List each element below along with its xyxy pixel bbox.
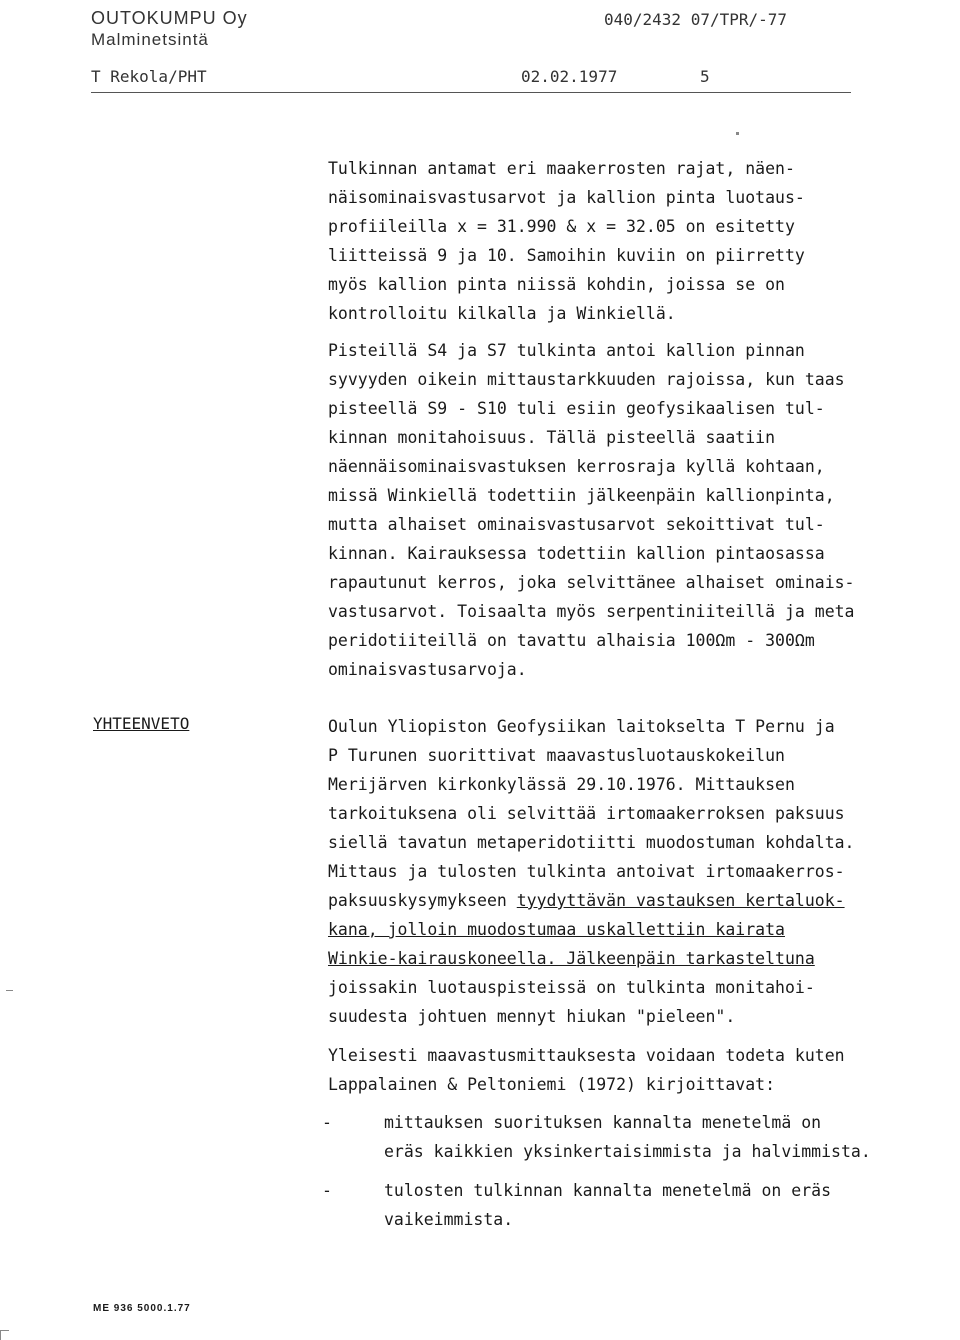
text-line: eräs kaikkien yksinkertaisimmista ja halvimmista. [384,1142,871,1161]
text-line: profiileilla x = 31.990 & x = 32.05 on esitetty [328,217,795,236]
text-line: ominaisvastusarvoja. [328,660,527,679]
paragraph-points [328,336,953,684]
text-line: myös kallion pinta niissä kohdin, joissa se on [328,275,785,294]
text-line: P Turunen suorittivat maavastusluotauskokeilun [328,746,785,765]
text-line: pisteellä S9 - S10 tuli esiin geofysikaalisen tul- [328,399,825,418]
form-code: ME 936 5000.1.77 [93,1303,191,1314]
text-line [328,915,953,944]
text-line: paksuuskysymykseen tyydyttävän vastauksen kertaluok- [328,891,845,910]
text-line: Tulkinnan antamat eri maakerrosten rajat, näen- [328,159,795,178]
text-line: siellä tavatun metaperidotiitti muodostuman kohdalta. [328,833,855,852]
paragraph-interpretation [328,154,953,328]
text-line: näennäisominaisvastuksen kerrosraja kyllä kohtaan, [328,457,825,476]
text-line: Lappalainen & Peltoniemi (1972) kirjoittavat: [328,1075,776,1094]
company-name: OUTOKUMPU Oy [91,8,248,28]
list-item [322,1176,957,1234]
text-line: syvyyden oikein mittaustarkkuuden rajoissa, kun taas [328,370,845,389]
header-rule [91,92,851,93]
text-line: kontrolloitu kilkalla ja Winkiellä. [328,304,676,323]
paragraph-summary [328,712,953,1031]
paragraph-closing [328,1041,953,1099]
underlined-text: kana, jolloin muodostumaa uskallettiin kairata [328,920,785,939]
text-line: tulosten tulkinnan kannalta menetelmä on eräs [384,1181,832,1200]
document-date: 02.02.1977 [521,67,618,86]
bullet-list [322,1108,957,1244]
corner-mark [0,1330,9,1331]
text-line: Oulun Yliopiston Geofysiikan laitokselta T Pernu ja [328,717,835,736]
text-line: Mittaus ja tulosten tulkinta antoivat irtomaakerros- [328,862,845,881]
reference-number: 040/2432 07/TPR/-77 [604,10,788,29]
text-line: Merijärven kirkonkylässä 29.10.1976. Mittauksen [328,775,795,794]
text-line: liitteissä 9 ja 10. Samoihin kuviin on piirretty [328,246,805,265]
author: T Rekola/PHT [91,67,207,86]
text-line: tarkoituksena oli selvittää irtomaakerroksen paksuus [328,804,845,823]
underlined-text: tyydyttävän vastauksen kertaluok- [516,891,845,910]
text-line: näisominaisvastusarvot ja kallion pinta luotaus- [328,188,805,207]
corner-mark [0,1330,1,1340]
underlined-text: Winkie-kairauskoneella. Jälkeenpäin tarkasteltuna [328,949,815,968]
text-line: suudesta johtuen mennyt hiukan "pieleen". [328,1007,736,1026]
dash-marker: - [322,1181,332,1200]
department-name: Malminetsintä [91,30,209,49]
speck-mark [736,132,739,135]
text-line: rapautunut kerros, joka selvittänee alhaiset ominais- [328,573,855,592]
text-line: vaikeimmista. [384,1210,514,1229]
text-line: peridotiiteillä on tavattu alhaisia 100Ωm - 300Ωm [328,631,815,650]
text-line: joissakin luotauspisteissä on tulkinta monitahoi- [328,978,815,997]
text-line: kinnan monitahoisuus. Tällä pisteellä saatiin [328,428,776,447]
page-number: 5 [700,67,710,86]
list-item [322,1108,957,1166]
text-line: Pisteillä S4 ja S7 tulkinta antoi kallion pinnan [328,341,805,360]
text-line: vastusarvot. Toisaalta myös serpentiniiteillä ja meta [328,602,855,621]
text-line: kinnan. Kairauksessa todettiin kallion pintaosassa [328,544,825,563]
text-line: mutta alhaiset ominaisvastusarvot sekoittivat tul- [328,515,825,534]
speck-mark [6,990,13,991]
text-line [328,944,953,973]
dash-marker: - [322,1113,332,1132]
text-line: missä Winkiellä todettiin jälkeenpäin kallionpinta, [328,486,835,505]
summary-heading: YHTEENVETO [93,714,190,733]
text-line: mittauksen suorituksen kannalta menetelmä on [384,1113,822,1132]
text-line: Yleisesti maavastusmittauksesta voidaan todeta kuten [328,1046,845,1065]
